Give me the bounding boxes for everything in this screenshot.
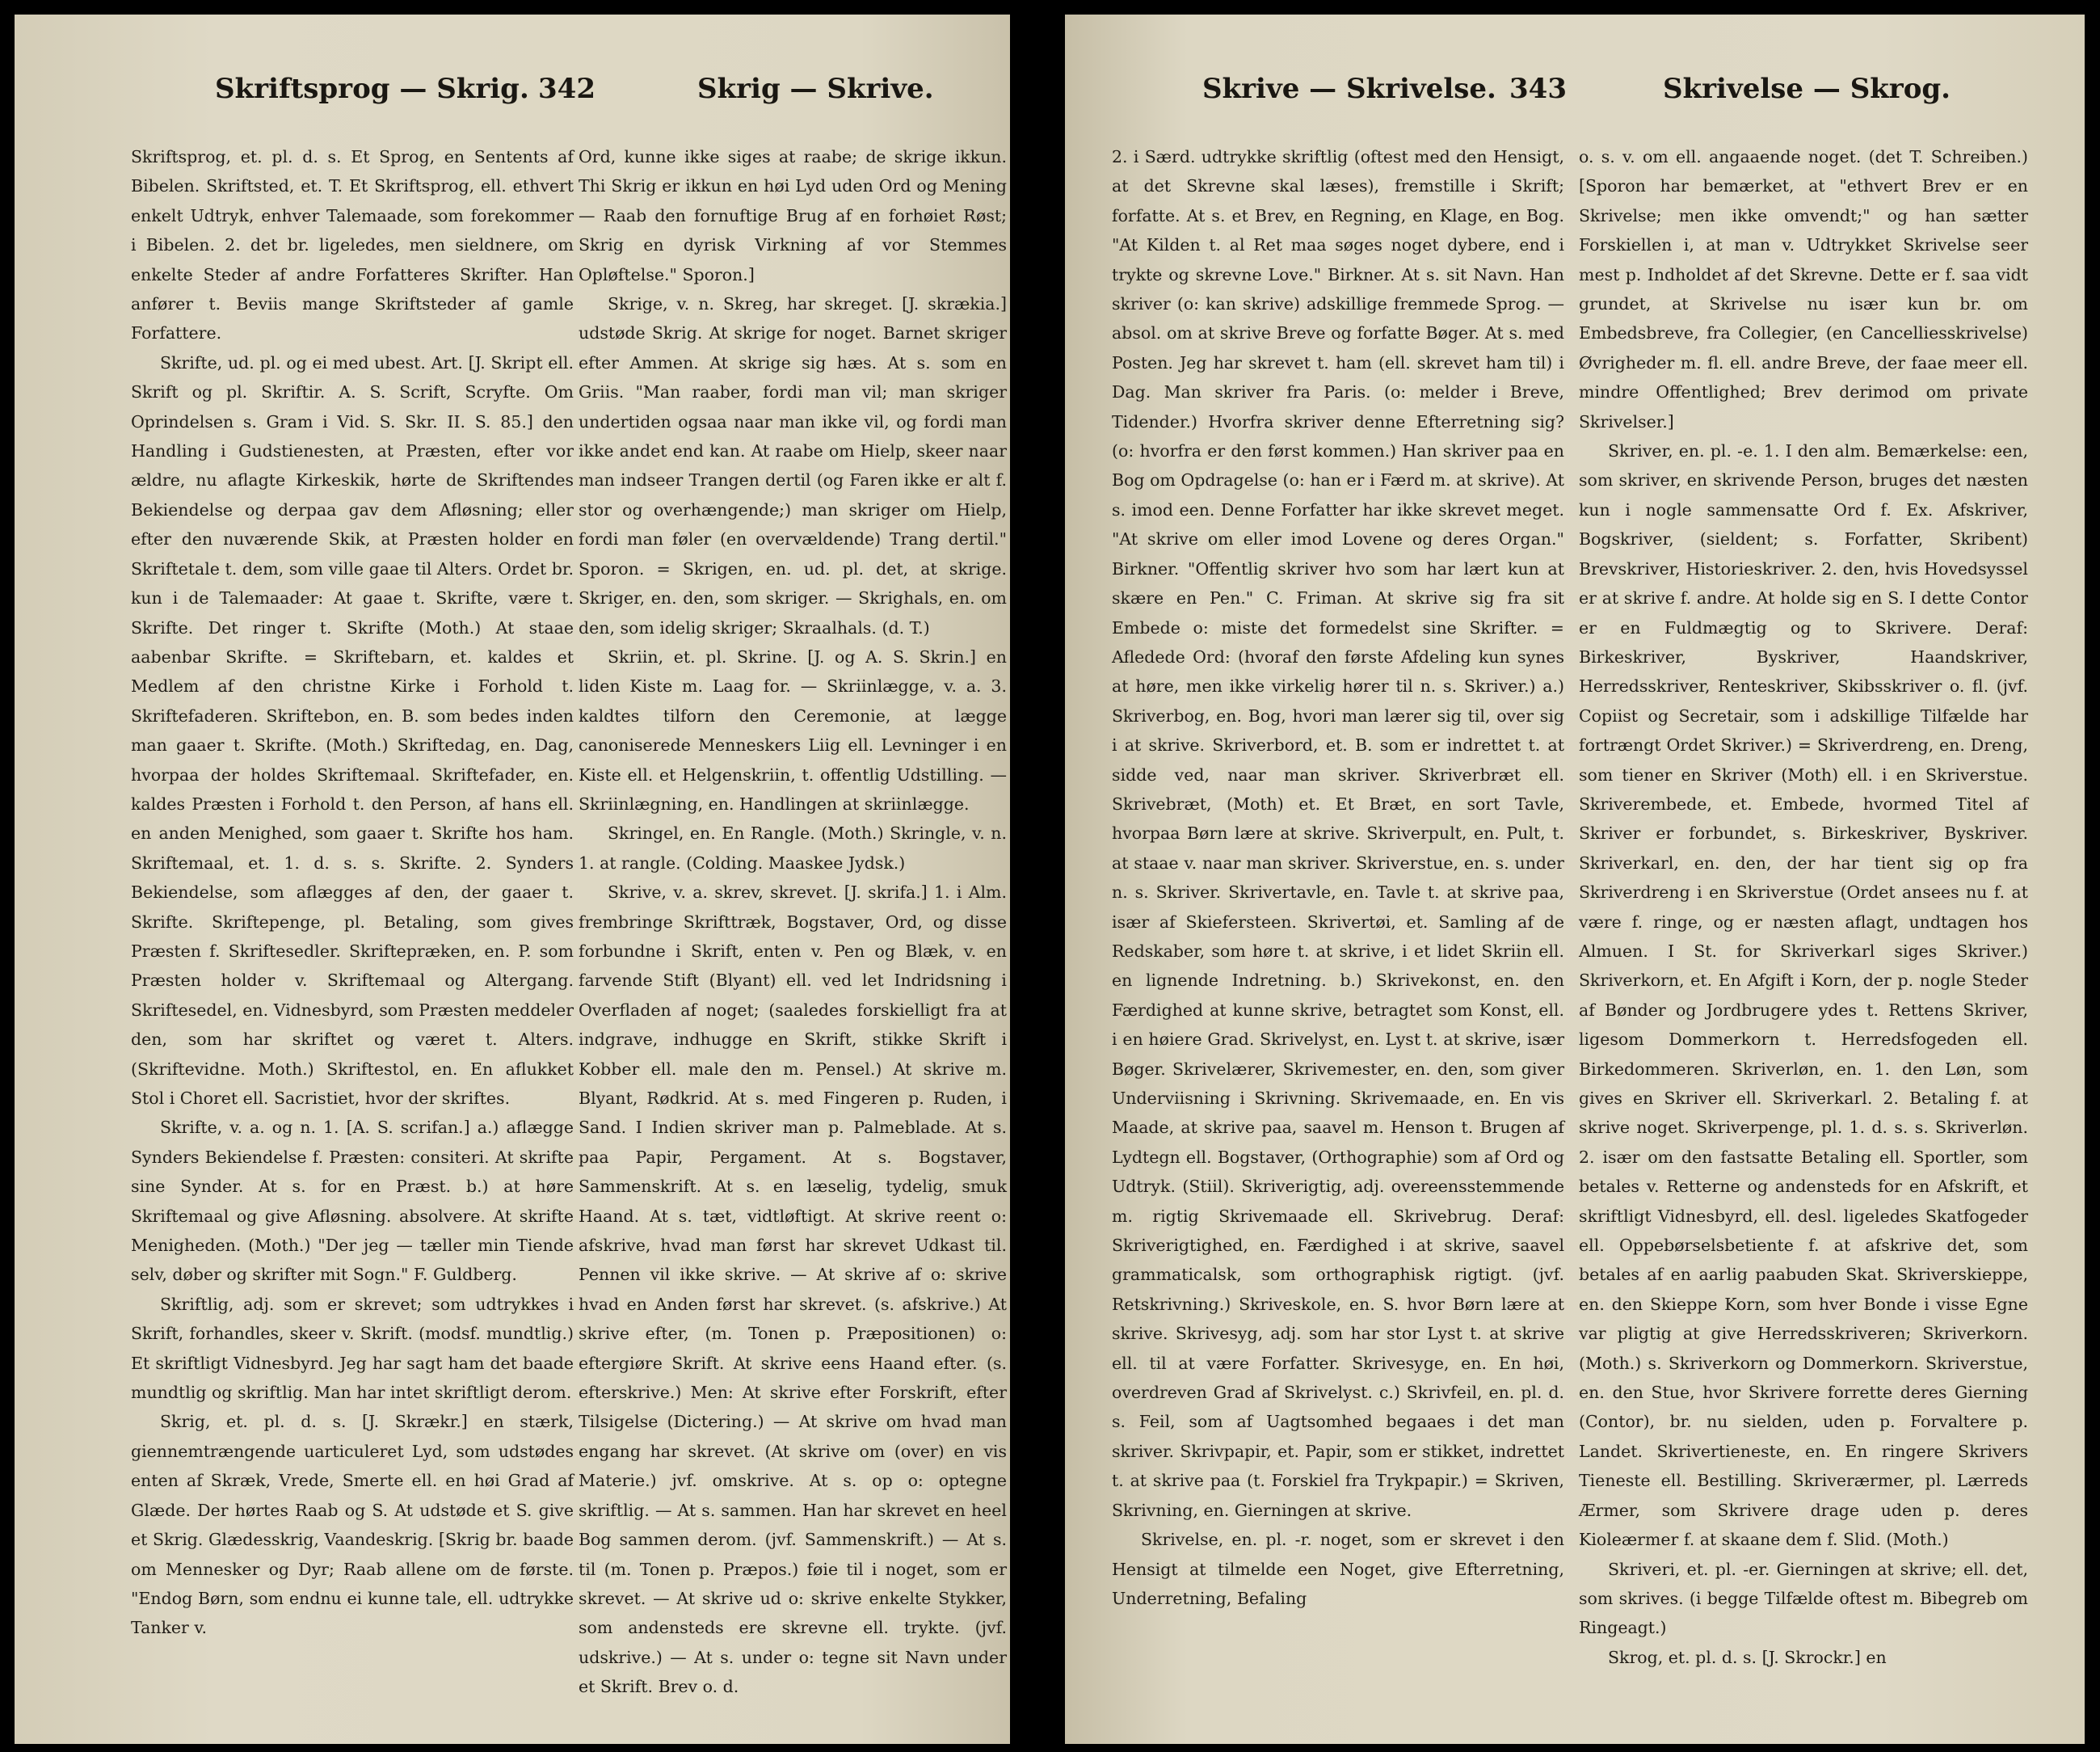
left-page-header <box>15 73 1010 121</box>
entry-paragraph: Skrig, et. pl. d. s. [J. Skrækr.] en stærk, giennemtrængende uarticuleret Lyd, som udstødes enten af Skræk, Vrede, Smerte ell. en høi Grad af Glæde. Der hørtes Raab og S. At udstøde et S. give et Skrig. Glædesskrig, Vaandeskrig. [Skrig br. baade om Mennesker og Dyr; Raab allene om de første. "Endog Børn, som endnu ei kunne tale, ell. udtrykke Tanker v. <box>131 1412 574 1638</box>
right-guide-word-2: Skrivelse — Skrog. <box>1663 73 1951 105</box>
left-page <box>15 15 1010 1744</box>
entry-paragraph: 2. i Særd. udtrykke skriftlig (oftest med den Hensigt, at det Skrevne skal læses), fremstille i Skrift; forfatte. At s. et Brev, en Regning, en Klage, en Bog. "At Kilden t. al Ret maa søges noget dybere, end i trykte og skrevne Love." Birkner. At s. sit Navn. Han skriver (o: kan skrive) adskillige fremmede Sprog. — absol. om at skrive Breve og forfatte Bøger. At s. med Posten. Jeg har skrevet t. ham (ell. skrevet ham til) i Dag. Man skriver fra Paris. (o: melder i Breve, Tidender.) Hvorfra skriver denne Efterretning sig? (o: hvorfra er den først kommen.) Han skriver paa en Bog om Opdragelse (o: han er i Færd m. at skrive). At s. imod een. Denne Forfatter har ikke skrevet meget. "At skrive om eller imod Lovene og deres Organ." Birkner. "Offentlig skriver hvo som har lært kun at skære en Pen." C. Friman. At skrive sig fra sit Embede o: miste det formedelst sine Skrifter. = Afledede Ord: (hvoraf den første Afdeling kun synes at høre, men ikke virkelig hører til n. s. Skriver.) a.) Skriverbog, en. Bog, hvori man lærer sig til, over sig i at skrive. Skriverbord, et. B. som er indrettet t. at sidde ved, naar man skriver. Skriverbræt ell. Skrivebræt, (Moth) et. Et Bræt, en sort Tavle, hvorpaa Børn lære at skrive. Skriverpult, en. Pult, t. at staae v. naar man skriver. Skriverstue, en. s. under n. s. Skriver. Skrivertavle, en. Tavle t. at skrive paa, især af Skiefersteen. Skrivertøi, et. Samling af de Redskaber, som høre t. at skrive, i et lidet Skriin ell. en lignende Indretning. b.) Skrivekonst, en. den Færdighed at kunne skrive, betragtet som Konst, ell. i en høiere Grad. Skrivelyst, en. Lyst t. at skrive, især Bøger. Skrivelærer, Skrivemester, en. den, som giver Underviisning i Skrivning. Skrivemaade, en. En vis Maade, at skrive paa, saavel m. Henson t. Brugen af Lydtegn ell. Bogstaver, (Orthographie) som af Ord og Udtryk. (Stiil). Skriverigtig, adj. overeensstemmende m. rigtig Skrivemaade ell. Skrivebrug. Deraf: Skriverigtighed, en. Færdighed i at skrive, saavel grammaticalsk, som orthographisk rigtigt. (jvf. Retskrivning.) Skriveskole, en. S. hvor Børn lære at skrive. Skrivesyg, adj. som har stor Lyst t. at skrive ell. til at være Forfatter. Skrivesyge, en. En høi, overdreven Grad af Skrivelyst. c.) Skrivfeil, en. pl. d. s. Feil, som af Uagtsomhed begaaes i det man skriver. Skrivpapir, et. Papir, som er stikket, indrettet t. at skrive paa (t. Forskiel fra Trykpapir.) = Skriven, Skrivning, en. Gierningen at skrive. <box>1112 147 1564 1520</box>
entry-paragraph: Skrivelse, en. pl. -r. noget, som er skrevet i den Hensigt at tilmelde een Noget, give Efterretning, Underretning, Befaling <box>1112 1530 1564 1608</box>
left-page-number: 342 <box>538 73 595 105</box>
entry-paragraph: o. s. v. om ell. angaaende noget. (det T. Schreiben.) [Sporon har bemærket, at "ethvert Brev er en Skrivelse; men ikke omvendt;" og han sætter Forskiellen i, at man v. Udtrykket Skrivelse seer mest p. Indholdet af det Skrevne. Dette er f. saa vidt grundet, at Skrivelse nu især kun br. om Embedsbreve, fra Collegier, (en Cancelliesskrivelse) Øvrigheder m. fl. ell. andre Breve, der faae meer ell. mindre Offentlighed; Brev derimod om private Skrivelser.] <box>1579 147 2028 432</box>
entry-paragraph: Skriveri, et. pl. -er. Gierningen at skrive; ell. det, som skrives. (i begge Tilfælde oftest m. Bibegreb om Ringeagt.) <box>1579 1559 2028 1638</box>
left-guide-word-2: Skrig — Skrive. <box>697 73 934 105</box>
entry-paragraph: Skrige, v. n. Skreg, har skreget. [J. skrækia.] udstøde Skrig. At skrige for noget. Barnet skriger efter Ammen. At skrige sig hæs. At s. som en Griis. "Man raaber, fordi man vil; man skriger undertiden ogsaa naar man ikke vil, og fordi man ikke andet end kan. At raabe om Hielp, skeer naar man indseer Trangen dertil (og Faren ikke er alt f. stor og overhængende;) man skriger om Hielp, fordi man føler (en overvældende) Trang dertil." Sporon. = Skrigen, en. ud. pl. det, at skrige. Skriger, en. den, som skriger. — Skrighals, en. om den, som idelig skriger; Skraalhals. (d. T.) <box>579 294 1007 638</box>
entry-paragraph: Ord, kunne ikke siges at raabe; de skrige ikkun. Thi Skrig er ikkun en høi Lyd uden Ord og Mening — Raab den fornuftige Brug af en forhøiet Røst; Skrig en dyrisk Virkning af vor Stemmes Opløftelse." Sporon.] <box>579 147 1007 284</box>
entry-paragraph: Skrifte, v. a. og n. 1. [A. S. scrifan.] a.) aflægge Synders Bekiendelse f. Præsten: consiteri. At skrifte sine Synder. At s. for en Præst. b.) at høre Skriftemaal og give Afløsning. absolvere. At skrifte Menigheden. (Moth.) "Der jeg — tæller min Tiende selv, døber og skrifter mit Sogn." F. Guldberg. <box>131 1118 574 1285</box>
right-page <box>1065 15 2085 1744</box>
right-guide-word: Skrive — Skrivelse. <box>1202 73 1496 105</box>
right-page-number: 343 <box>1509 73 1567 105</box>
right-page-header <box>1065 73 2085 121</box>
entry-paragraph: Skriftsprog, et. pl. d. s. Et Sprog, en Sentents af Bibelen. Skriftsted, et. T. Et Skriftsprog, ell. ethvert enkelt Udtryk, enhver Talemaade, som forekommer i Bibelen. 2. det br. ligeledes, men sieldnere, om enkelte Steder af andre Forfatteres Skrifter. Han anfører t. Beviis mange Skriftsteder af gamle Forfattere. <box>131 147 574 343</box>
entry-paragraph: Skriver, en. pl. -e. 1. I den alm. Bemærkelse: een, som skriver, en skrivende Person, bruges det næsten kun i nogle sammensatte Ord f. Ex. Afskriver, Bogskriver, (sieldent; s. Forfatter, Skribent) Brevskriver, Historieskriver. 2. den, hvis Hovedsyssel er at skrive f. andre. At holde sig en S. I dette Contor er en Fuldmægtig og to Skrivere. Deraf: Birkeskriver, Byskriver, Haandskriver, Herredsskriver, Renteskriver, Skibsskriver o. fl. (jvf. Copiist og Secretair, som i adskillige Tilfælde har fortrængt Ordet Skriver.) = Skriverdreng, en. Dreng, som tiener en Skriver (Moth) ell. i en Skriverstue. Skriverembede, et. Embede, hvormed Titel af Skriver er forbundet, s. Birkeskriver, Byskriver. Skriverkarl, en. den, der har tient sig op fra Skriverdreng i en Skriverstue (Ordet ansees nu f. at være f. ringe, og er næsten aflagt, undtagen hos Almuen. I St. for Skriverkarl siges Skriver.) Skriverkorn, et. En Afgift i Korn, der p. nogle Steder af Bønder og Jordbrugere ydes t. Rettens Skriver, ligesom Dommerkorn t. Herredsfogeden ell. Birkedommeren. Skriverløn, en. 1. den Løn, som gives en Skriver ell. Skriverkarl. 2. Betaling f. at skrive noget. Skriverpenge, pl. 1. d. s. s. Skriverløn. 2. især om den fastsatte Betaling ell. Sportler, som betales v. Retterne og andensteds for en Afskrift, et skriftligt Vidnesbyrd, ell. desl. ligeledes Skatfogeder ell. Oppebørselsbetiente f. at afskrive det, som betales af en aarlig paabuden Skat. Skriverskieppe, en. den Skieppe Korn, som hver Bonde i visse Egne var pligtig at give Herredsskriveren; Skriverkorn. (Moth.) s. Skriverkorn og Dommerkorn. Skriverstue, en. den Stue, hvor Skrivere forrette deres Gierning (Contor), br. nu sielden, uden p. Forvaltere p. Landet. Skrivertieneste, en. En ringere Skrivers Tieneste ell. Bestilling. Skriverærmer, pl. Lærreds Ærmer, som Skrivere drage uden p. deres Kioleærmer f. at skaane dem f. Slid. (Moth.) <box>1579 441 2028 1550</box>
entry-paragraph: Skrog, et. pl. d. s. [J. Skrockr.] en <box>1608 1647 1887 1667</box>
right-page-column-2 <box>1579 142 2028 1720</box>
entry-paragraph: Skrive, v. a. skrev, skrevet. [J. skrifa.] 1. i Alm. frembringe Skrifttræk, Bogstaver, Ord, og disse forbundne i Skrift, enten v. Pen og Blæk, v. en farvende Stift (Blyant) ell. ved let Indridsning i Overfladen af noget; (saaledes forskielligt fra at indgrave, indhugge en Skrift, stikke Skrift i Kobber ell. male den m. Pensel.) At skrive m. Blyant, Rødkrid. At s. med Fingeren p. Ruden, i Sand. I Indien skriver man p. Palmeblade. At s. paa Papir, Pergament. At s. Bogstaver, Sammenskrift. At s. en læselig, tydelig, smuk Haand. At s. tæt, vidtløftigt. At skrive reent o: afskrive, hvad man først har skrevet Udkast til. Pennen vil ikke skrive. — At skrive af o: skrive hvad en Anden først har skrevet. (s. afskrive.) At skrive efter, (m. Tonen p. Præpositionen) o: eftergiøre Skrift. At skrive eens Haand efter. (s. efterskrive.) Men: At skrive efter Forskrift, efter Tilsigelse (Dictering.) — At skrive om hvad man engang har skrevet. (At skrive om (over) en vis Materie.) jvf. omskrive. At s. op o: optegne skriftlig. — At s. sammen. Han har skrevet en heel Bog sammen derom. (jvf. Sammenskrift.) — At s. til (m. Tonen p. Præpos.) føie til i noget, som er skrevet. — At skrive ud o: skrive enkelte Stykker, som andensteds ere skrevne ell. trykte. (jvf. udskrive.) — At s. under o: tegne sit Navn under et Skrift. Brev o. d. <box>579 882 1007 1697</box>
entry-paragraph: Skriftlig, adj. som er skrevet; som udtrykkes i Skrift, forhandles, skeer v. Skrift. (modsf. mundtlig.) Et skriftligt Vidnesbyrd. Jeg har sagt ham det baade mundtlig og skriftlig. Man har intet skriftligt derom. <box>131 1294 574 1403</box>
left-guide-word: Skriftsprog — Skrig. <box>215 73 529 105</box>
entry-paragraph: Skrifte, ud. pl. og ei med ubest. Art. [J. Skript ell. Skrift og pl. Skriftir. A. S. Scrift, Scryfte. Om Oprindelsen s. Gram i Vid. S. Skr. II. S. 85.] den Handling i Gudstienesten, at Præsten, efter vor ældre, nu aflagte Kirkeskik, hørte de Skriftendes Bekiendelse og derpaa gav dem Afløsning; eller efter den nuværende Skik, at Præsten holder en Skriftetale t. dem, som ville gaae til Alters. Ordet br. kun i de Talemaader: At gaae t. Skrifte, være t. Skrifte. Det ringer t. Skrifte (Moth.) At staae aabenbar Skrifte. = Skriftebarn, et. kaldes et Medlem af den christne Kirke i Forhold t. Skriftefaderen. Skriftebon, en. B. som bedes inden man gaaer t. Skrifte. (Moth.) Skriftedag, en. Dag, hvorpaa der holdes Skriftemaal. Skriftefader, en. kaldes Præsten i Forhold t. den Person, af hans ell. en anden Menighed, som gaaer t. Skrifte hos ham. Skriftemaal, et. 1. d. s. s. Skrifte. 2. Synders Bekiendelse, som aflægges af den, der gaaer t. Skrifte. Skriftepenge, pl. Betaling, som gives Præsten f. Skriftesedler. Skriftepræken, en. P. som Præsten holder v. Skriftemaal og Altergang. Skriftesedel, en. Vidnesbyrd, som Præsten meddeler den, som har skriftet og været t. Alters. (Skriftevidne. Moth.) Skriftestol, en. En aflukket Stol i Choret ell. Sacristiet, hvor der skriftes. <box>131 352 574 1108</box>
right-page-column-1 <box>1112 142 1564 1720</box>
entry-paragraph: Skriin, et. pl. Skrine. [J. og A. S. Skrin.] en liden Kiste m. Laag for. — Skriinlægge, v. a. 3. kaldtes tilforn den Ceremonie, at lægge canoniserede Menneskers Liig ell. Levninger i en Kiste ell. et Helgenskriin, t. offentlig Udstilling. — Skriinlægning, en. Handlingen at skriinlægge. <box>579 646 1007 814</box>
entry-paragraph: Skringel, en. En Rangle. (Moth.) Skringle, v. n. 1. at rangle. (Colding. Maaskee Jydsk.) <box>579 823 1007 873</box>
left-page-column-1 <box>131 142 574 1720</box>
left-page-column-2 <box>579 142 1007 1720</box>
